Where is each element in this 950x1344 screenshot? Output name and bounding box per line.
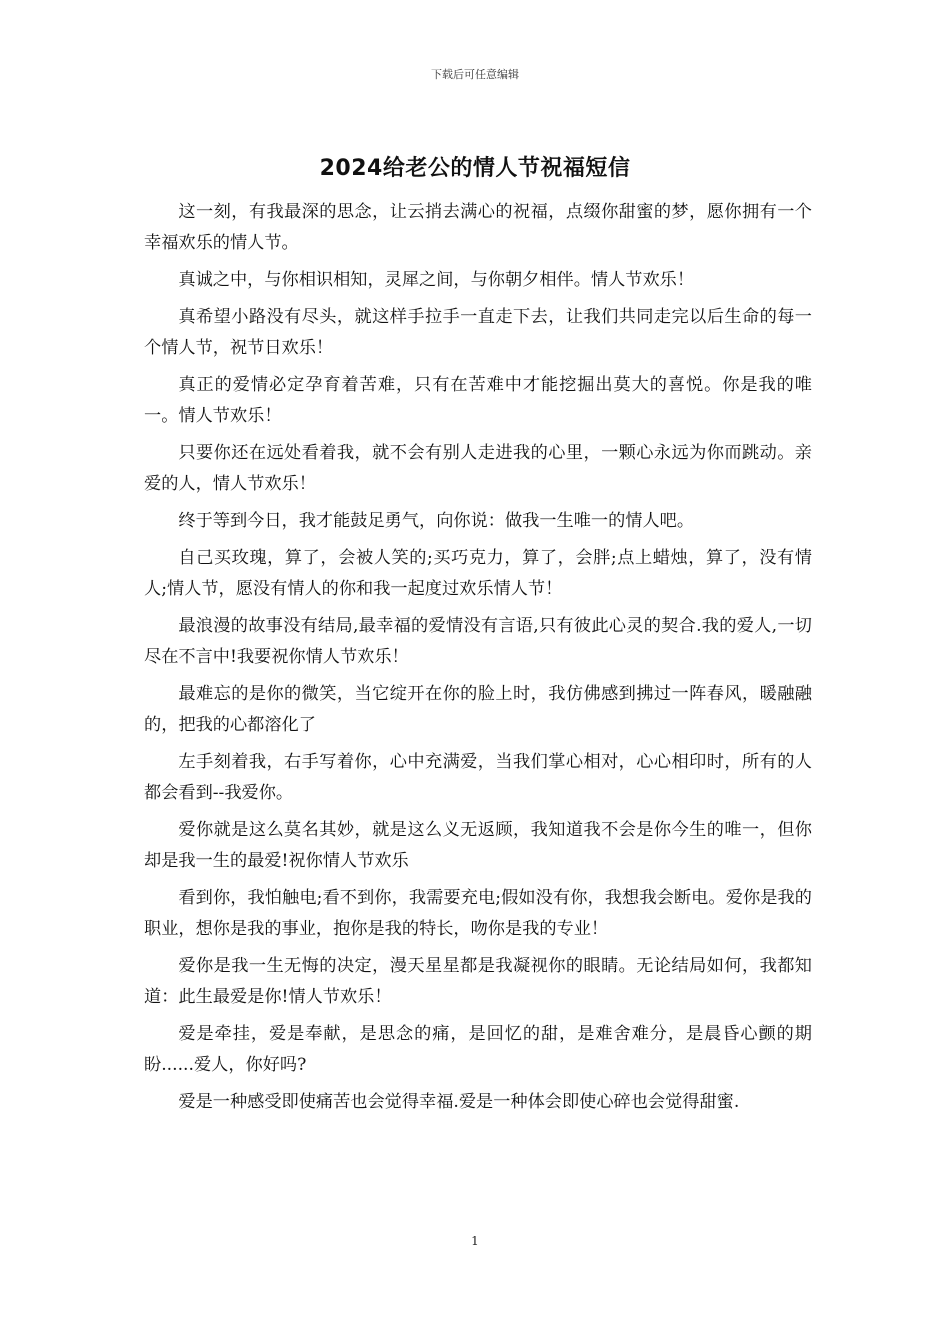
page-header: 下载后可任意编辑 bbox=[431, 68, 519, 81]
paragraph: 终于等到今日，我才能鼓足勇气，向你说：做我一生唯一的情人吧。 bbox=[178, 511, 695, 531]
document-title: 2024给老公的情人节祝福短信 bbox=[319, 156, 631, 181]
paragraph: 自己买玫瑰，算了，会被人笑的;买巧克力，算了，会胖;点上蜡烛，算了，没有情人;情人节，愿没有情人的你和我一起度过欢乐情人节！ bbox=[144, 548, 812, 599]
page-number: 1 bbox=[471, 1234, 479, 1248]
paragraph: 真诚之中，与你相识相知，灵犀之间，与你朝夕相伴。情人节欢乐！ bbox=[178, 270, 695, 290]
paragraph: 爱你是我一生无悔的决定，漫天星星都是我凝视你的眼睛。无论结局如何，我都知道：此生最爱是你!情人节欢乐！ bbox=[144, 956, 812, 1007]
paragraph: 真正的爱情必定孕育着苦难，只有在苦难中才能挖掘出莫大的喜悦。你是我的唯一。情人节欢乐！ bbox=[144, 375, 812, 426]
paragraph: 这一刻，有我最深的思念，让云捎去满心的祝福，点缀你甜蜜的梦，愿你拥有一个幸福欢乐的情人节。 bbox=[144, 202, 812, 253]
paragraph: 只要你还在远处看着我，就不会有别人走进我的心里，一颗心永远为你而跳动。亲爱的人，情人节欢乐！ bbox=[144, 443, 812, 494]
paragraph: 最难忘的是你的微笑，当它绽开在你的脸上时，我仿佛感到拂过一阵春风，暖融融的，把我的心都溶化了 bbox=[144, 684, 812, 735]
paragraph: 看到你，我怕触电;看不到你，我需要充电;假如没有你，我想我会断电。爱你是我的职业，想你是我的事业，抱你是我的特长，吻你是我的专业！ bbox=[144, 888, 812, 939]
paragraph: 爱是一种感受即使痛苦也会觉得幸福.爱是一种体会即使心碎也会觉得甜蜜. bbox=[178, 1092, 740, 1112]
paragraph: 真希望小路没有尽头，就这样手拉手一直走下去，让我们共同走完以后生命的每一个情人节，祝节日欢乐！ bbox=[144, 307, 812, 358]
paragraph: 爱是牵挂，爱是奉献，是思念的痛，是回忆的甜，是难舍难分，是晨昏心颤的期盼......爱人，你好吗? bbox=[144, 1024, 812, 1075]
paragraph: 最浪漫的故事没有结局,最幸福的爱情没有言语,只有彼此心灵的契合.我的爱人,一切尽在不言中!我要祝你情人节欢乐！ bbox=[144, 616, 812, 667]
document-body bbox=[144, 197, 812, 1124]
paragraph: 左手刻着我，右手写着你，心中充满爱，当我们掌心相对，心心相印时，所有的人都会看到--我爱你。 bbox=[144, 752, 812, 803]
paragraph: 爱你就是这么莫名其妙，就是这么义无返顾，我知道我不会是你今生的唯一，但你却是我一生的最爱!祝你情人节欢乐 bbox=[144, 820, 812, 871]
